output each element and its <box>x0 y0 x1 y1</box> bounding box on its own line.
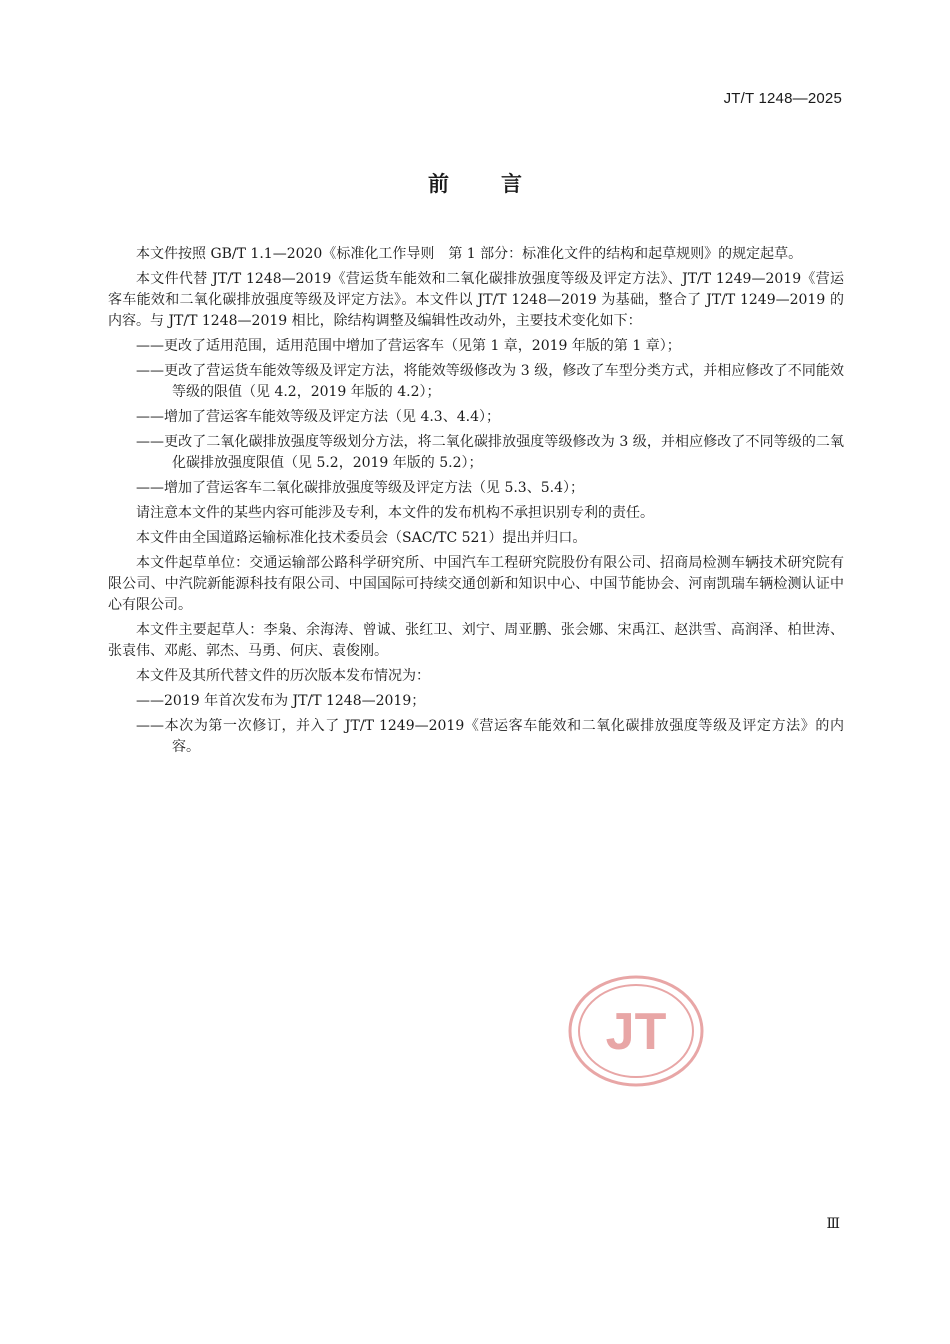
list-item: ——增加了营运客车能效等级及评定方法（见 4.3、4.4）； <box>136 409 500 425</box>
standard-code: JT/T 1248—2025 <box>723 90 842 107</box>
list-item: ——增加了营运客车二氧化碳排放强度等级及评定方法（见 5.3、5.4）； <box>136 480 584 496</box>
page-number: Ⅲ <box>826 1216 840 1232</box>
paragraph: 本文件起草单位：交通运输部公路科学研究所、中国汽车工程研究院股份有限公司、招商局检测车辆技术研究院有限公司、中汽院新能源科技有限公司、中国国际可持续交通创新和知识中心、中国节能协会、河南凯瑞车辆检测认证中心有限公司。 <box>108 555 844 613</box>
list-item: ——更改了营运货车能效等级及评定方法，将能效等级修改为 3 级，修改了车型分类方式，并相应修改了不同能效等级的限值（见 4.2，2019 年版的 4.2）； <box>136 363 844 400</box>
list-item: ——更改了适用范围，适用范围中增加了营运客车（见第 1 章，2019 年版的第 1 章）； <box>136 338 681 354</box>
jt-watermark-seal <box>568 975 704 1087</box>
paragraph: 本文件及其所代替文件的历次版本发布情况为： <box>136 668 430 684</box>
foreword-body <box>108 244 844 762</box>
list-item: ——2019 年首次发布为 JT/T 1248—2019； <box>136 693 426 709</box>
paragraph: 本文件由全国道路运输标准化技术委员会（SAC/TC 521）提出并归口。 <box>136 530 587 546</box>
list-item: ——更改了二氧化碳排放强度等级划分方法，将二氧化碳排放强度等级修改为 3 级，并相应修改了不同等级的二氧化碳排放强度限值（见 5.2，2019 年版的 5.2）； <box>136 434 844 471</box>
list-item: ——本次为第一次修订，并入了 JT/T 1249—2019《营运客车能效和二氧化碳排放强度等级及评定方法》的内容。 <box>136 718 844 755</box>
paragraph: 本文件代替 JT/T 1248—2019《营运货车能效和二氧化碳排放强度等级及评定方法》、JT/T 1249—2019《营运客车能效和二氧化碳排放强度等级及评定方法》。本文件以 JT/T 1248—2019 为基础，整合了 JT/T 1249—2019 的内容。与 JT/T 1248—2019 相比，除结构调整及编辑性改动外，主要技术变化如下： <box>108 271 844 329</box>
paragraph: 本文件按照 GB/T 1.1—2020《标准化工作导则 第 1 部分：标准化文件的结构和起草规则》的规定起草。 <box>136 246 803 262</box>
paragraph: 请注意本文件的某些内容可能涉及专利，本文件的发布机构不承担识别专利的责任。 <box>136 505 654 521</box>
page-title: 前言 <box>428 172 574 196</box>
watermark-text: JT <box>605 1003 667 1061</box>
paragraph: 本文件主要起草人：李枭、余海涛、曾诚、张红卫、刘宁、周亚鹏、张会娜、宋禹江、赵洪雪、高润泽、柏世涛、张袁伟、邓彪、郭杰、马勇、何庆、袁俊刚。 <box>108 622 844 659</box>
